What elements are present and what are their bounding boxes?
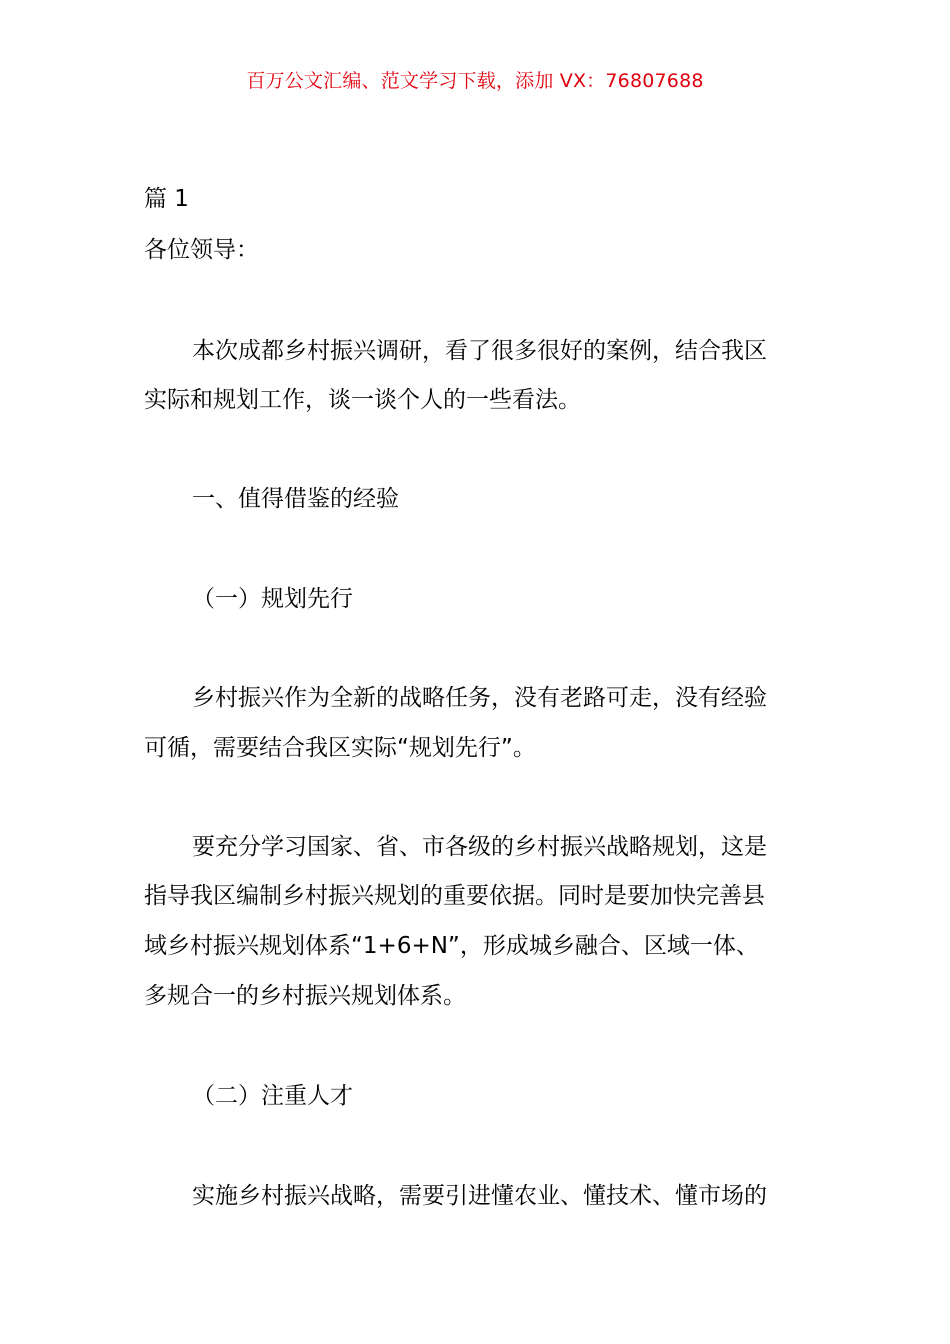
chapter-heading: 篇 1 [144, 186, 189, 212]
paragraph-line: 可循，需要结合我区实际“规划先行”。 [144, 735, 536, 761]
paragraph-line: 本次成都乡村振兴调研，看了很多很好的案例，结合我区 [192, 338, 767, 364]
subsection-heading: （一）规划先行 [192, 586, 353, 612]
header-banner: 百万公文汇编、范文学习下载，添加 VX：76807688 [246, 70, 704, 92]
paragraph-line: 实施乡村振兴战略，需要引进懂农业、懂技术、懂市场的 [192, 1183, 767, 1209]
paragraph-line: 指导我区编制乡村振兴规划的重要依据。同时是要加快完善县 [144, 883, 765, 909]
section-heading: 一、值得借鉴的经验 [192, 486, 399, 512]
paragraph-line: 实际和规划工作，谈一谈个人的一些看法。 [144, 387, 581, 413]
paragraph-line: 多规合一的乡村振兴规划体系。 [144, 983, 466, 1009]
paragraph-line: 要充分学习国家、省、市各级的乡村振兴战略规划，这是 [192, 834, 767, 860]
paragraph-line: 域乡村振兴规划体系“1+6+N”，形成城乡融合、区域一体、 [144, 933, 759, 959]
salutation: 各位领导： [144, 237, 259, 263]
paragraph-line: 乡村振兴作为全新的战略任务，没有老路可走，没有经验 [192, 685, 767, 711]
subsection-heading: （二）注重人才 [192, 1083, 353, 1109]
